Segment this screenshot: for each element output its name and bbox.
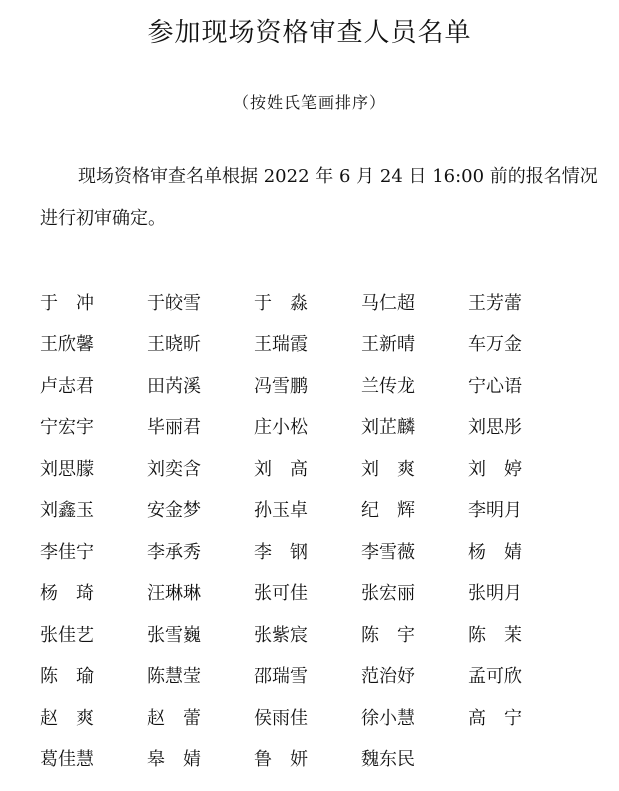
name-list-item: 庄小松: [254, 417, 308, 439]
name-list-item: 宁宏宇: [40, 417, 94, 439]
name-list-item: 王芳蕾: [468, 292, 522, 314]
name-list-item: 陈 茉: [468, 624, 522, 646]
name-list-item: 毕丽君: [147, 417, 201, 439]
name-list-item: 王欣馨: [40, 334, 94, 356]
name-list-item: 侯雨佳: [254, 707, 308, 729]
name-list-item: 魏东民: [361, 749, 415, 771]
name-list-item: 陈慧莹: [147, 666, 201, 688]
document-subtitle: （按姓氏笔画排序）: [232, 93, 386, 112]
name-list-item: 刘 婷: [468, 458, 522, 480]
name-list-item: 王晓昕: [147, 334, 201, 356]
name-list-item: 陈 宇: [361, 624, 415, 646]
name-list-item: 车万金: [468, 334, 522, 356]
name-list-item: 刘思朦: [40, 458, 94, 480]
name-list-item: 张宏丽: [361, 583, 415, 605]
name-list-item: 纪 辉: [361, 500, 415, 522]
name-list-item: 张佳艺: [40, 624, 94, 646]
name-list-item: 兰传龙: [361, 375, 415, 397]
name-list-item: 张雪巍: [147, 624, 201, 646]
name-list-item: 赵 爽: [40, 707, 94, 729]
name-list-item: 陈 瑜: [40, 666, 94, 688]
name-list-item: 张明月: [468, 583, 522, 605]
name-list-item: 刘 高: [254, 458, 308, 480]
name-list-item: 于皎雪: [147, 292, 201, 314]
name-list-item: 汪琳琳: [147, 583, 201, 605]
name-list-item: 李佳宁: [40, 541, 94, 563]
name-list-item: 刘奕含: [147, 458, 201, 480]
name-list-item: 皋 婧: [147, 749, 201, 771]
name-list-item: 李明月: [468, 500, 522, 522]
name-list-item: 张紫宸: [254, 624, 308, 646]
name-list-item: 邵瑞雪: [254, 666, 308, 688]
name-list-item: 马仁超: [361, 292, 415, 314]
name-list-item: 孙玉卓: [254, 500, 308, 522]
name-list-item: 范治妤: [361, 666, 415, 688]
name-list: [40, 281, 610, 779]
name-list-item: 于 冲: [40, 292, 94, 314]
name-list-item: 卢志君: [40, 375, 94, 397]
name-list-item: 孟可欣: [468, 666, 522, 688]
name-list-item: 李 钢: [254, 541, 308, 563]
name-list-item: 王瑞霞: [254, 334, 308, 356]
name-list-item: 王新晴: [361, 334, 415, 356]
name-list-item: 高 宁: [468, 707, 522, 729]
name-list-item: 刘思彤: [468, 417, 522, 439]
name-list-item: 杨 婧: [468, 541, 522, 563]
name-list-item: 刘芷麟: [361, 417, 415, 439]
name-list-item: 宁心语: [468, 375, 522, 397]
intro-paragraph: 现场资格审查名单根据 2022 年 6 月 24 日 16:00 前的报名情况进行初审确定。: [40, 166, 598, 229]
name-list-item: 冯雪鹏: [254, 375, 308, 397]
name-list-item: 刘 爽: [361, 458, 415, 480]
name-list-item: 刘鑫玉: [40, 500, 94, 522]
name-list-item: 张可佳: [254, 583, 308, 605]
name-list-item: 田芮溪: [147, 375, 201, 397]
name-list-item: 葛佳慧: [40, 749, 94, 771]
document-title: 参加现场资格审查人员名单: [147, 18, 472, 48]
name-list-item: 杨 琦: [40, 583, 94, 605]
name-list-item: 徐小慧: [361, 707, 415, 729]
name-list-item: 李雪薇: [361, 541, 415, 563]
name-list-item: 安金梦: [147, 500, 201, 522]
name-list-item: 李承秀: [147, 541, 201, 563]
name-list-item: 赵 蕾: [147, 707, 201, 729]
name-list-item: 于 淼: [254, 292, 308, 314]
name-list-item: 鲁 妍: [254, 749, 308, 771]
